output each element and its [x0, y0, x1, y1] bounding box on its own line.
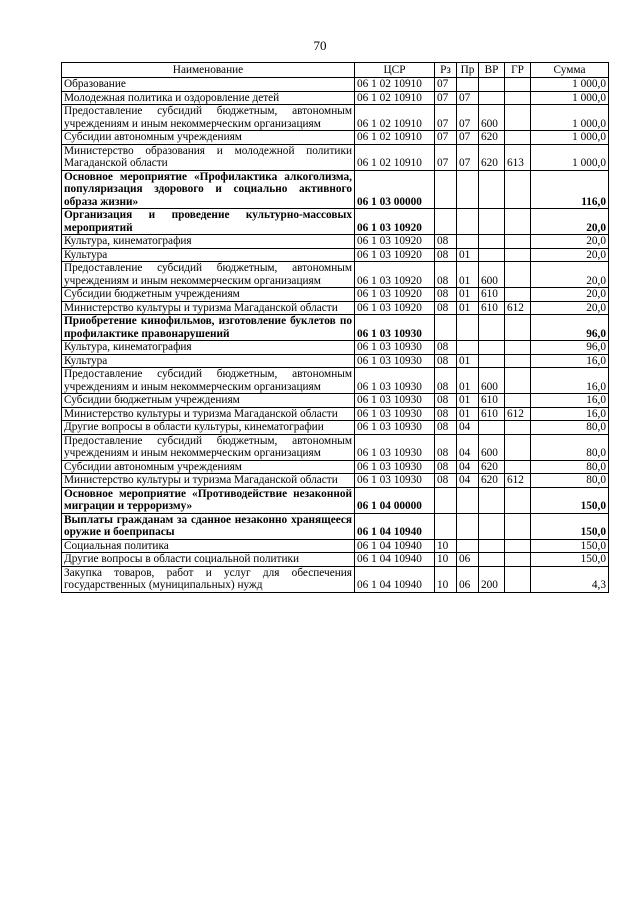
table-row [62, 144, 609, 170]
cell-sum: 4,3 [531, 566, 609, 592]
cell-rz: 10 [435, 539, 457, 553]
cell-pr: 01 [457, 288, 479, 302]
table-row [62, 315, 609, 341]
cell-csr: 06 1 03 10920 [355, 209, 435, 235]
cell-vr: 600 [479, 434, 505, 460]
cell-vr [479, 315, 505, 341]
cell-name: Культура [62, 354, 355, 368]
cell-pr [457, 170, 479, 209]
table-row [62, 248, 609, 262]
cell-csr: 06 1 02 10910 [355, 144, 435, 170]
cell-vr [479, 513, 505, 539]
cell-vr: 620 [479, 144, 505, 170]
cell-vr [479, 553, 505, 567]
cell-gr [505, 288, 531, 302]
cell-csr: 06 1 03 10930 [355, 460, 435, 474]
cell-rz: 08 [435, 341, 457, 355]
cell-csr: 06 1 02 10910 [355, 131, 435, 145]
cell-name: Предоставление субсидий бюджетным, автономным учреждениям и иным некоммерческим организациям [62, 262, 355, 288]
cell-vr [479, 487, 505, 513]
cell-rz: 07 [435, 91, 457, 105]
budget-table [61, 62, 609, 593]
cell-name: Другие вопросы в области культуры, кинематографии [62, 421, 355, 435]
table-row [62, 394, 609, 408]
cell-sum: 20,0 [531, 248, 609, 262]
cell-rz [435, 209, 457, 235]
cell-sum: 80,0 [531, 434, 609, 460]
cell-sum: 1 000,0 [531, 144, 609, 170]
cell-sum: 80,0 [531, 421, 609, 435]
cell-name: Субсидии автономным учреждениям [62, 131, 355, 145]
cell-gr [505, 131, 531, 145]
cell-pr: 01 [457, 368, 479, 394]
header-rz: Рз [435, 63, 457, 78]
cell-gr [505, 91, 531, 105]
cell-sum: 1 000,0 [531, 91, 609, 105]
table-row [62, 460, 609, 474]
cell-pr: 07 [457, 131, 479, 145]
cell-vr: 620 [479, 460, 505, 474]
cell-name: Министерство образования и молодежной политики Магаданской области [62, 144, 355, 170]
cell-csr: 06 1 03 10930 [355, 407, 435, 421]
cell-vr: 200 [479, 566, 505, 592]
cell-csr: 06 1 03 10930 [355, 421, 435, 435]
cell-sum: 80,0 [531, 474, 609, 488]
cell-csr: 06 1 03 10920 [355, 301, 435, 315]
cell-csr: 06 1 03 10930 [355, 341, 435, 355]
cell-vr [479, 170, 505, 209]
table-row [62, 105, 609, 131]
cell-csr: 06 1 03 00000 [355, 170, 435, 209]
cell-vr: 610 [479, 288, 505, 302]
cell-sum: 150,0 [531, 513, 609, 539]
cell-gr [505, 368, 531, 394]
cell-sum: 96,0 [531, 315, 609, 341]
cell-rz: 10 [435, 553, 457, 567]
cell-sum: 1 000,0 [531, 78, 609, 92]
cell-csr: 06 1 03 10920 [355, 248, 435, 262]
cell-gr [505, 170, 531, 209]
cell-name: Организация и проведение культурно-массовых мероприятий [62, 209, 355, 235]
cell-vr [479, 248, 505, 262]
cell-pr [457, 341, 479, 355]
cell-csr: 06 1 04 00000 [355, 487, 435, 513]
cell-gr [505, 394, 531, 408]
header-vr: ВР [479, 63, 505, 78]
cell-gr [505, 105, 531, 131]
cell-rz: 08 [435, 262, 457, 288]
cell-gr [505, 78, 531, 92]
cell-sum: 16,0 [531, 407, 609, 421]
cell-rz: 07 [435, 78, 457, 92]
cell-pr: 01 [457, 262, 479, 288]
cell-pr: 01 [457, 301, 479, 315]
cell-gr [505, 513, 531, 539]
cell-gr: 613 [505, 144, 531, 170]
table-row [62, 487, 609, 513]
cell-csr: 06 1 03 10930 [355, 474, 435, 488]
cell-pr [457, 235, 479, 249]
cell-csr: 06 1 03 10920 [355, 235, 435, 249]
cell-pr: 06 [457, 553, 479, 567]
cell-vr: 600 [479, 368, 505, 394]
cell-rz [435, 487, 457, 513]
cell-rz: 08 [435, 421, 457, 435]
cell-pr [457, 539, 479, 553]
cell-csr: 06 1 03 10930 [355, 394, 435, 408]
cell-vr [479, 421, 505, 435]
cell-gr [505, 566, 531, 592]
cell-gr: 612 [505, 407, 531, 421]
cell-csr: 06 1 04 10940 [355, 566, 435, 592]
cell-sum: 16,0 [531, 394, 609, 408]
cell-sum: 1 000,0 [531, 105, 609, 131]
cell-gr: 612 [505, 301, 531, 315]
cell-name: Основное мероприятие «Противодействие незаконной миграции и терроризму» [62, 487, 355, 513]
cell-vr: 610 [479, 407, 505, 421]
cell-pr: 04 [457, 474, 479, 488]
cell-vr: 620 [479, 131, 505, 145]
cell-pr: 07 [457, 105, 479, 131]
cell-pr [457, 487, 479, 513]
cell-sum: 150,0 [531, 487, 609, 513]
cell-rz: 08 [435, 434, 457, 460]
cell-pr: 04 [457, 460, 479, 474]
cell-csr: 06 1 02 10910 [355, 78, 435, 92]
header-csr: ЦСР [355, 63, 435, 78]
cell-sum: 96,0 [531, 341, 609, 355]
cell-pr: 07 [457, 144, 479, 170]
cell-gr [505, 434, 531, 460]
cell-name: Приобретение кинофильмов, изготовление буклетов по профилактике правонарушений [62, 315, 355, 341]
cell-csr: 06 1 03 10930 [355, 434, 435, 460]
cell-rz: 08 [435, 394, 457, 408]
cell-name: Министерство культуры и туризма Магаданской области [62, 301, 355, 315]
table-row [62, 209, 609, 235]
cell-name: Субсидии автономным учреждениям [62, 460, 355, 474]
cell-name: Социальная политика [62, 539, 355, 553]
cell-sum: 20,0 [531, 235, 609, 249]
cell-rz: 08 [435, 235, 457, 249]
cell-csr: 06 1 04 10940 [355, 539, 435, 553]
cell-name: Министерство культуры и туризма Магаданской области [62, 407, 355, 421]
table-row [62, 434, 609, 460]
cell-gr [505, 235, 531, 249]
table-row [62, 91, 609, 105]
cell-rz: 07 [435, 144, 457, 170]
cell-rz: 07 [435, 131, 457, 145]
table-row [62, 421, 609, 435]
cell-csr: 06 1 03 10930 [355, 368, 435, 394]
table-row [62, 301, 609, 315]
cell-rz: 08 [435, 354, 457, 368]
cell-name: Субсидии бюджетным учреждениям [62, 288, 355, 302]
cell-name: Молодежная политика и оздоровление детей [62, 91, 355, 105]
table-row [62, 539, 609, 553]
cell-pr: 01 [457, 354, 479, 368]
cell-vr: 600 [479, 262, 505, 288]
cell-gr [505, 460, 531, 474]
cell-rz: 08 [435, 288, 457, 302]
cell-sum: 20,0 [531, 288, 609, 302]
cell-pr [457, 209, 479, 235]
cell-csr: 06 1 03 10930 [355, 354, 435, 368]
cell-name: Субсидии бюджетным учреждениям [62, 394, 355, 408]
cell-gr [505, 487, 531, 513]
cell-gr [505, 539, 531, 553]
cell-sum: 16,0 [531, 354, 609, 368]
cell-csr: 06 1 04 10940 [355, 553, 435, 567]
cell-name: Выплаты гражданам за сданное незаконно хранящееся оружие и боеприпасы [62, 513, 355, 539]
cell-name: Закупка товаров, работ и услуг для обеспечения государственных (муниципальных) нужд [62, 566, 355, 592]
cell-pr: 01 [457, 394, 479, 408]
header-sum: Сумма [531, 63, 609, 78]
cell-sum: 1 000,0 [531, 131, 609, 145]
cell-sum: 116,0 [531, 170, 609, 209]
cell-gr [505, 354, 531, 368]
table-row [62, 170, 609, 209]
table-row [62, 566, 609, 592]
cell-pr: 04 [457, 421, 479, 435]
cell-csr: 06 1 03 10920 [355, 288, 435, 302]
cell-vr [479, 209, 505, 235]
cell-pr: 01 [457, 248, 479, 262]
cell-vr: 620 [479, 474, 505, 488]
cell-name: Министерство культуры и туризма Магаданской области [62, 474, 355, 488]
cell-vr [479, 91, 505, 105]
cell-csr: 06 1 03 10920 [355, 262, 435, 288]
cell-pr: 01 [457, 407, 479, 421]
cell-sum: 20,0 [531, 301, 609, 315]
cell-gr [505, 248, 531, 262]
cell-name: Предоставление субсидий бюджетным, автономным учреждениям и иным некоммерческим организациям [62, 434, 355, 460]
cell-rz: 08 [435, 460, 457, 474]
cell-rz [435, 315, 457, 341]
table-row [62, 288, 609, 302]
table-header-row [62, 63, 609, 78]
header-pr: Пр [457, 63, 479, 78]
table-row [62, 407, 609, 421]
cell-rz: 10 [435, 566, 457, 592]
table-row [62, 368, 609, 394]
cell-vr: 610 [479, 394, 505, 408]
cell-name: Образование [62, 78, 355, 92]
cell-vr: 600 [479, 105, 505, 131]
cell-csr: 06 1 03 10930 [355, 315, 435, 341]
table-row [62, 553, 609, 567]
cell-gr [505, 262, 531, 288]
header-gr: ГР [505, 63, 531, 78]
cell-sum: 16,0 [531, 368, 609, 394]
cell-vr [479, 539, 505, 553]
cell-pr [457, 315, 479, 341]
cell-rz: 08 [435, 301, 457, 315]
table-row [62, 235, 609, 249]
cell-rz: 07 [435, 105, 457, 131]
cell-sum: 150,0 [531, 553, 609, 567]
cell-vr [479, 354, 505, 368]
cell-name: Предоставление субсидий бюджетным, автономным учреждениям и иным некоммерческим организациям [62, 368, 355, 394]
cell-rz: 08 [435, 407, 457, 421]
cell-csr: 06 1 02 10910 [355, 91, 435, 105]
cell-sum: 150,0 [531, 539, 609, 553]
cell-gr [505, 315, 531, 341]
cell-vr: 610 [479, 301, 505, 315]
cell-gr [505, 209, 531, 235]
table-row [62, 474, 609, 488]
table-row [62, 78, 609, 92]
table-row [62, 354, 609, 368]
page-number: 70 [313, 38, 327, 53]
cell-gr: 612 [505, 474, 531, 488]
cell-rz: 08 [435, 474, 457, 488]
cell-name: Основное мероприятие «Профилактика алкоголизма, популяризация здорового и социально активного образа жизни» [62, 170, 355, 209]
cell-csr: 06 1 02 10910 [355, 105, 435, 131]
cell-rz [435, 513, 457, 539]
cell-pr: 04 [457, 434, 479, 460]
cell-sum: 80,0 [531, 460, 609, 474]
cell-gr [505, 341, 531, 355]
table-row [62, 262, 609, 288]
cell-csr: 06 1 04 10940 [355, 513, 435, 539]
cell-vr [479, 235, 505, 249]
cell-pr [457, 513, 479, 539]
cell-rz: 08 [435, 368, 457, 394]
cell-name: Культура [62, 248, 355, 262]
table-row [62, 513, 609, 539]
cell-sum: 20,0 [531, 209, 609, 235]
cell-pr: 07 [457, 91, 479, 105]
cell-gr [505, 421, 531, 435]
header-name: Наименование [62, 63, 355, 78]
cell-gr [505, 553, 531, 567]
cell-name: Культура, кинематография [62, 341, 355, 355]
cell-name: Предоставление субсидий бюджетным, автономным учреждениям и иным некоммерческим организациям [62, 105, 355, 131]
table-row [62, 341, 609, 355]
cell-rz: 08 [435, 248, 457, 262]
cell-vr [479, 78, 505, 92]
cell-pr: 06 [457, 566, 479, 592]
cell-vr [479, 341, 505, 355]
cell-name: Культура, кинематография [62, 235, 355, 249]
cell-rz [435, 170, 457, 209]
cell-pr [457, 78, 479, 92]
cell-name: Другие вопросы в области социальной политики [62, 553, 355, 567]
table-row [62, 131, 609, 145]
cell-sum: 20,0 [531, 262, 609, 288]
